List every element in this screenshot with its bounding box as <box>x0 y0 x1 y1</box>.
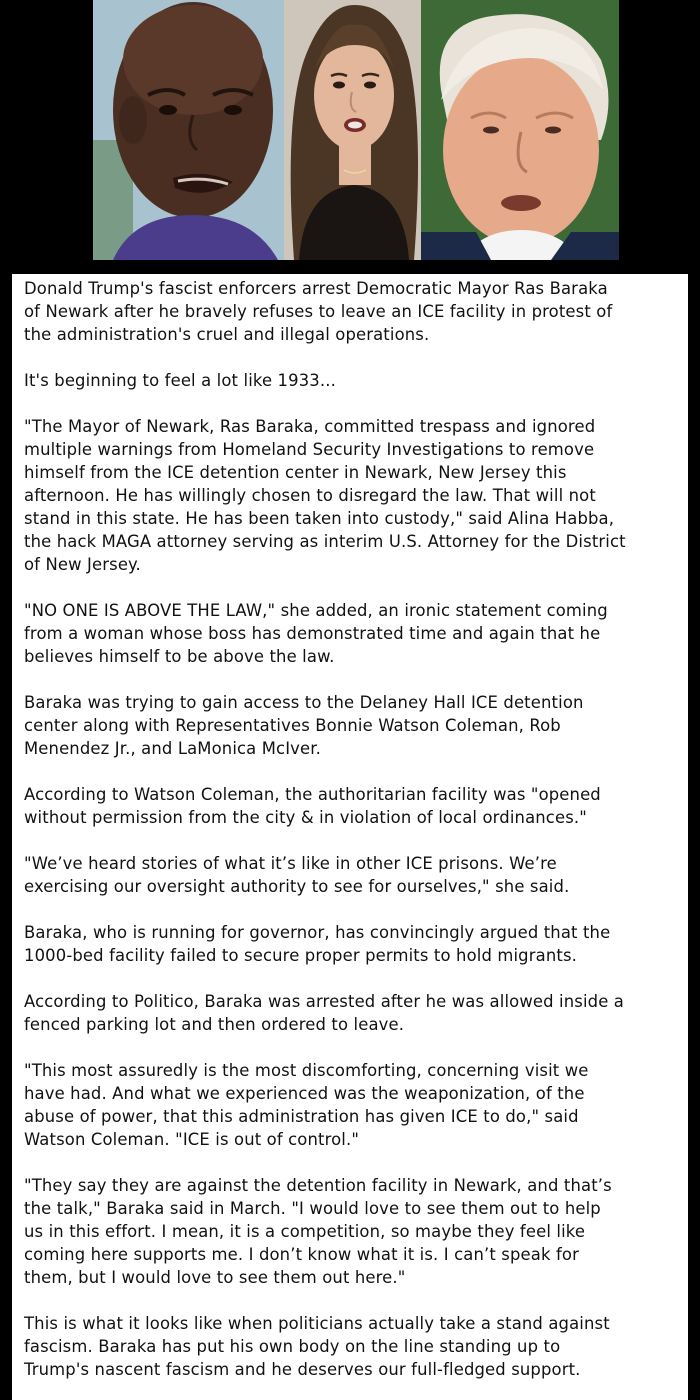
article-body <box>12 274 688 1400</box>
portrait-man-right-illustration <box>421 0 619 260</box>
paragraph: It's beginning to feel a lot like 1933... <box>24 371 336 390</box>
paragraph: Baraka, who is running for governor, has convincingly argued that the 1000-bed facility failed to secure proper permits to hold migrants. <box>24 923 611 965</box>
paragraph: "We’ve heard stories of what it’s like in other ICE prisons. We’re exercising our oversight authority to see for ourselves," she said. <box>24 854 570 896</box>
paragraph: According to Watson Coleman, the authoritarian facility was "opened without permission from the city & in violation of local ordinances." <box>24 785 601 827</box>
paragraph: "NO ONE IS ABOVE THE LAW," she added, an ironic statement coming from a woman whose boss has demonstrated time and again that he believes himself to be above the law. <box>24 601 608 666</box>
paragraph: This is what it looks like when politicians actually take a stand against fascism. Baraka has put his own body on the line standing up to Trump's nascent fascism and he deserves our full-fledged support. <box>24 1314 610 1379</box>
portrait-woman-center-illustration <box>284 0 421 260</box>
paragraph: "The Mayor of Newark, Ras Baraka, committed trespass and ignored multiple warnings from Homeland Security Investigations to remove himself from the ICE detention center in Newark, New Jersey this afternoon. He has willingly chosen to disregard the law. That will not stand in this state. He has been taken into custody," said Alina Habba, the hack MAGA attorney serving as interim U.S. Attorney for the District of New Jersey. <box>24 417 626 574</box>
portrait-man-right <box>421 0 619 260</box>
paragraph: "This most assuredly is the most discomforting, concerning visit we have had. And what we experienced was the weaponization, of the abuse of power, that this administration has given ICE to do," said Watson Coleman. "ICE is out of control." <box>24 1061 589 1149</box>
header-photo-collage <box>93 0 619 260</box>
paragraph: Donald Trump's fascist enforcers arrest Democratic Mayor Ras Baraka of Newark after he bravely refuses to leave an ICE facility in protest of the administration's cruel and illegal operations. <box>24 279 613 344</box>
paragraph: Baraka was trying to gain access to the Delaney Hall ICE detention center along with Representatives Bonnie Watson Coleman, Rob Menendez Jr., and LaMonica McIver. <box>24 693 584 758</box>
paragraph: "They say they are against the detention facility in Newark, and that’s the talk," Baraka said in March. "I would love to see them out to help us in this effort. I mean, it is a competition, so maybe they feel like coming here supports me. I don’t know what it is. I can’t speak for them, but I would love to see them out here." <box>24 1176 612 1287</box>
portrait-man-left-illustration <box>93 0 284 260</box>
paragraph: According to Politico, Baraka was arrested after he was allowed inside a fenced parking lot and then ordered to leave. <box>24 992 625 1034</box>
portrait-woman-center <box>284 0 421 260</box>
portrait-man-left <box>93 0 284 260</box>
